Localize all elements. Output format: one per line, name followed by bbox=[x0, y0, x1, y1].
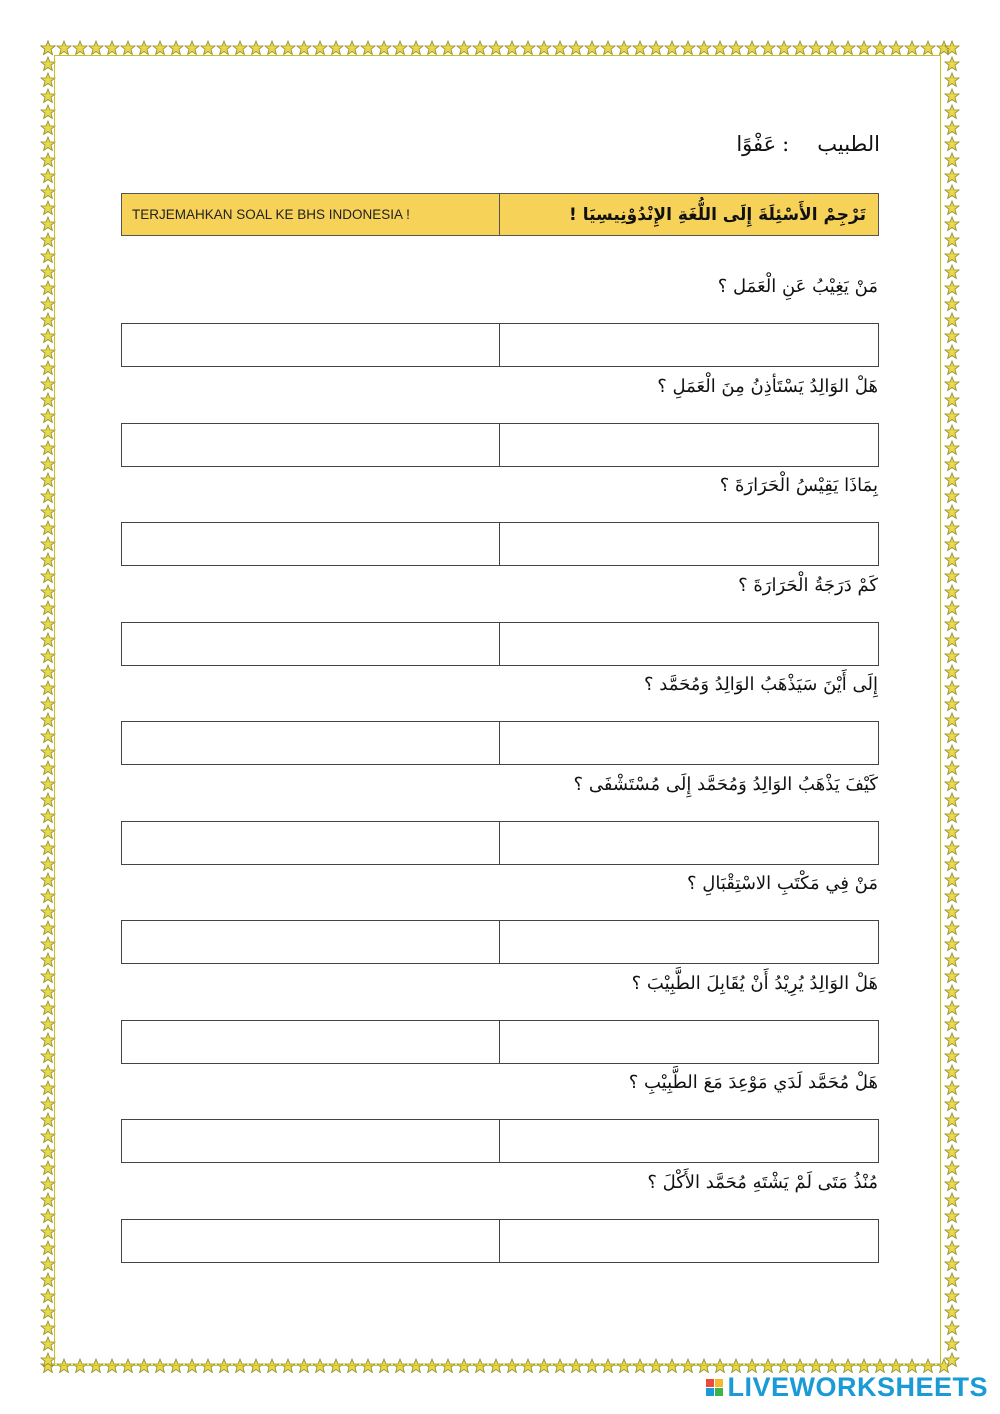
liveworksheets-brand bbox=[706, 1372, 988, 1402]
star-icon bbox=[944, 1080, 960, 1096]
star-icon bbox=[648, 40, 664, 56]
star-icon bbox=[944, 600, 960, 616]
star-icon bbox=[792, 40, 808, 56]
answer-box-left[interactable] bbox=[122, 921, 500, 963]
star-icon bbox=[744, 40, 760, 56]
star-icon bbox=[600, 40, 616, 56]
answer-box-right[interactable] bbox=[500, 1021, 878, 1063]
title-answer: عَفْوًا bbox=[736, 132, 777, 156]
instruction-indonesian: TERJEMAHKAN SOAL KE BHS INDONESIA ! bbox=[122, 194, 500, 235]
star-icon bbox=[944, 104, 960, 120]
answer-box-left[interactable] bbox=[122, 722, 500, 764]
star-icon bbox=[944, 1144, 960, 1160]
star-icon bbox=[232, 40, 248, 56]
star-icon bbox=[280, 40, 296, 56]
star-icon bbox=[944, 504, 960, 520]
star-icon bbox=[944, 1352, 960, 1368]
star-icon bbox=[248, 40, 264, 56]
question-text: مُنْذُ مَتَى لَمْ يَشْتَهِ مُحَمَّد الأَكْلَ ؟ bbox=[647, 1172, 878, 1193]
star-icon bbox=[944, 696, 960, 712]
star-icon bbox=[944, 1000, 960, 1016]
star-icon bbox=[944, 184, 960, 200]
answer-box-left[interactable] bbox=[122, 324, 500, 366]
star-icon bbox=[760, 40, 776, 56]
star-icon bbox=[944, 1320, 960, 1336]
star-icon bbox=[944, 1176, 960, 1192]
answer-box-left[interactable] bbox=[122, 822, 500, 864]
star-icon bbox=[944, 1128, 960, 1144]
star-icon bbox=[944, 1016, 960, 1032]
answer-row bbox=[121, 423, 879, 467]
title-word: الطبيب bbox=[817, 132, 880, 156]
star-icon bbox=[944, 440, 960, 456]
brand-text: LIVEWORKSHEETS bbox=[727, 1371, 988, 1402]
star-icon bbox=[944, 616, 960, 632]
star-icon bbox=[944, 280, 960, 296]
answer-box-left[interactable] bbox=[122, 623, 500, 665]
star-icon bbox=[944, 760, 960, 776]
star-icon bbox=[944, 424, 960, 440]
star-icon bbox=[944, 936, 960, 952]
instruction-header bbox=[121, 193, 879, 236]
star-icon bbox=[944, 1160, 960, 1176]
star-icon bbox=[168, 40, 184, 56]
star-icon bbox=[944, 376, 960, 392]
star-icon bbox=[904, 40, 920, 56]
star-icon bbox=[920, 40, 936, 56]
star-icon bbox=[456, 40, 472, 56]
star-icon bbox=[616, 40, 632, 56]
answer-box-left[interactable] bbox=[122, 1220, 500, 1262]
star-icon bbox=[944, 856, 960, 872]
star-icon bbox=[944, 120, 960, 136]
star-icon bbox=[944, 360, 960, 376]
star-icon bbox=[944, 1032, 960, 1048]
star-icon bbox=[944, 1048, 960, 1064]
star-icon bbox=[944, 232, 960, 248]
star-icon bbox=[944, 568, 960, 584]
answer-row bbox=[121, 1119, 879, 1163]
answer-row bbox=[121, 721, 879, 765]
star-icon bbox=[632, 40, 648, 56]
star-icon bbox=[944, 1112, 960, 1128]
question-text: بِمَاذَا يَقِيْسُ الْحَرَارَةَ ؟ bbox=[719, 475, 878, 496]
star-icon bbox=[120, 40, 136, 56]
star-icon bbox=[888, 40, 904, 56]
question-text: إِلَى أَيْنَ سَيَذْهَبُ الوَالِدُ وَمُحَمَّد ؟ bbox=[643, 674, 878, 695]
star-icon bbox=[944, 56, 960, 72]
star-icon bbox=[944, 1064, 960, 1080]
answer-row bbox=[121, 1020, 879, 1064]
star-icon bbox=[944, 344, 960, 360]
question-text: مَنْ يَغِيْبُ عَنِ الْعَمَل ؟ bbox=[717, 276, 878, 297]
star-icon bbox=[944, 1304, 960, 1320]
star-icon bbox=[728, 40, 744, 56]
star-icon bbox=[944, 1224, 960, 1240]
answer-box-left[interactable] bbox=[122, 1021, 500, 1063]
star-icon bbox=[104, 40, 120, 56]
star-icon bbox=[944, 488, 960, 504]
star-icon bbox=[944, 632, 960, 648]
star-icon bbox=[944, 904, 960, 920]
star-icon bbox=[944, 200, 960, 216]
answer-row bbox=[121, 821, 879, 865]
star-icon bbox=[944, 680, 960, 696]
star-icon bbox=[944, 920, 960, 936]
star-icon bbox=[88, 40, 104, 56]
star-icon bbox=[808, 40, 824, 56]
star-icon bbox=[40, 40, 56, 56]
star-icon bbox=[944, 88, 960, 104]
star-icon bbox=[824, 40, 840, 56]
star-icon bbox=[944, 328, 960, 344]
star-icon bbox=[944, 824, 960, 840]
question-text: كَيْفَ يَذْهَبُ الوَالِدُ وَمُحَمَّد إِلَى مُسْتَشْفَى ؟ bbox=[573, 774, 878, 795]
star-icon bbox=[944, 584, 960, 600]
star-icon bbox=[944, 808, 960, 824]
star-icon bbox=[944, 792, 960, 808]
star-icon bbox=[944, 648, 960, 664]
star-icon bbox=[944, 1336, 960, 1352]
answer-box-right[interactable] bbox=[500, 722, 878, 764]
answer-box-right[interactable] bbox=[500, 424, 878, 466]
answer-box-right[interactable] bbox=[500, 1120, 878, 1162]
star-icon bbox=[72, 40, 88, 56]
star-icon bbox=[944, 296, 960, 312]
answer-row bbox=[121, 622, 879, 666]
star-icon bbox=[664, 40, 680, 56]
star-icon bbox=[520, 40, 536, 56]
star-icon bbox=[536, 40, 552, 56]
star-icon bbox=[328, 40, 344, 56]
star-icon bbox=[712, 40, 728, 56]
answer-row bbox=[121, 323, 879, 367]
star-icon bbox=[944, 1272, 960, 1288]
star-icon bbox=[944, 1288, 960, 1304]
star-icon bbox=[504, 40, 520, 56]
star-icon bbox=[184, 40, 200, 56]
answer-box-left[interactable] bbox=[122, 1120, 500, 1162]
liveworksheets-logo-icon bbox=[706, 1379, 723, 1396]
star-icon bbox=[944, 520, 960, 536]
star-icon bbox=[200, 40, 216, 56]
star-icon bbox=[944, 472, 960, 488]
star-icon bbox=[136, 40, 152, 56]
star-icon bbox=[944, 392, 960, 408]
star-icon bbox=[944, 72, 960, 88]
star-icon bbox=[840, 40, 856, 56]
star-icon bbox=[944, 152, 960, 168]
question-text: هَلْ الوَالِدُ يَسْتَأذِنُ مِنَ الْعَمَلِ ؟ bbox=[657, 376, 878, 397]
star-icon bbox=[552, 40, 568, 56]
star-icon bbox=[944, 264, 960, 280]
star-icon bbox=[856, 40, 872, 56]
star-icon bbox=[488, 40, 504, 56]
question-text: هَلْ مُحَمَّد لَدَي مَوْعِدَ مَعَ الطَّبِيْبِ ؟ bbox=[628, 1072, 878, 1093]
star-icon bbox=[944, 536, 960, 552]
star-icon bbox=[944, 136, 960, 152]
answer-box-left[interactable] bbox=[122, 523, 500, 565]
answer-row bbox=[121, 1219, 879, 1263]
star-icon bbox=[944, 776, 960, 792]
star-icon bbox=[424, 40, 440, 56]
star-icon bbox=[440, 40, 456, 56]
instruction-arabic: تَرْجِمْ الأَسْئِلَةَ إِلَى اللُّغَةِ الإِنْدُوْنِيسِيَا ! bbox=[569, 204, 866, 225]
star-icon bbox=[944, 1208, 960, 1224]
star-icon bbox=[216, 40, 232, 56]
answer-box-right[interactable] bbox=[500, 1220, 878, 1262]
answer-box-left[interactable] bbox=[122, 424, 500, 466]
star-icon bbox=[776, 40, 792, 56]
star-icon bbox=[944, 840, 960, 856]
star-icon bbox=[944, 1240, 960, 1256]
star-icon bbox=[944, 168, 960, 184]
star-icon bbox=[944, 1096, 960, 1112]
answer-row bbox=[121, 522, 879, 566]
question-text: مَنْ فِي مَكْتَبِ الاسْتِقْبَالِ ؟ bbox=[687, 873, 878, 894]
answer-box-right[interactable] bbox=[500, 324, 878, 366]
star-icon bbox=[56, 40, 72, 56]
star-icon bbox=[408, 40, 424, 56]
star-icon bbox=[944, 248, 960, 264]
star-icon bbox=[944, 408, 960, 424]
star-icon bbox=[944, 712, 960, 728]
star-icon bbox=[944, 1256, 960, 1272]
star-icon bbox=[944, 984, 960, 1000]
star-icon bbox=[944, 744, 960, 760]
star-icon bbox=[568, 40, 584, 56]
answer-box-right[interactable] bbox=[500, 822, 878, 864]
star-icon bbox=[296, 40, 312, 56]
answer-row bbox=[121, 920, 879, 964]
star-icon bbox=[944, 456, 960, 472]
star-icon bbox=[872, 40, 888, 56]
star-icon bbox=[944, 552, 960, 568]
star-icon bbox=[944, 216, 960, 232]
star-icon bbox=[696, 40, 712, 56]
star-icon bbox=[472, 40, 488, 56]
star-icon bbox=[312, 40, 328, 56]
star-icon bbox=[944, 872, 960, 888]
star-icon bbox=[944, 312, 960, 328]
star-icon bbox=[944, 968, 960, 984]
star-icon bbox=[944, 952, 960, 968]
star-icon bbox=[944, 1192, 960, 1208]
question-text: كَمْ دَرَجَةُ الْحَرَارَةَ ؟ bbox=[738, 575, 878, 596]
star-icon bbox=[944, 40, 960, 56]
star-border-right bbox=[944, 40, 960, 1380]
star-icon bbox=[264, 40, 280, 56]
star-icon bbox=[944, 728, 960, 744]
star-icon bbox=[584, 40, 600, 56]
worksheet-title bbox=[600, 124, 880, 164]
question-text: هَلْ الوَالِدُ يُرِيْدُ أَنْ يُقَابِلَ الطَّبِيْبَ ؟ bbox=[631, 973, 878, 994]
star-icon bbox=[152, 40, 168, 56]
answer-box-right[interactable] bbox=[500, 921, 878, 963]
star-icon bbox=[944, 664, 960, 680]
star-icon bbox=[944, 888, 960, 904]
star-border-top bbox=[40, 40, 960, 56]
answer-box-right[interactable] bbox=[500, 623, 878, 665]
star-icon bbox=[392, 40, 408, 56]
star-icon bbox=[376, 40, 392, 56]
answer-box-right[interactable] bbox=[500, 523, 878, 565]
star-icon bbox=[344, 40, 360, 56]
star-icon bbox=[360, 40, 376, 56]
star-icon bbox=[680, 40, 696, 56]
title-separator: : bbox=[782, 132, 790, 156]
